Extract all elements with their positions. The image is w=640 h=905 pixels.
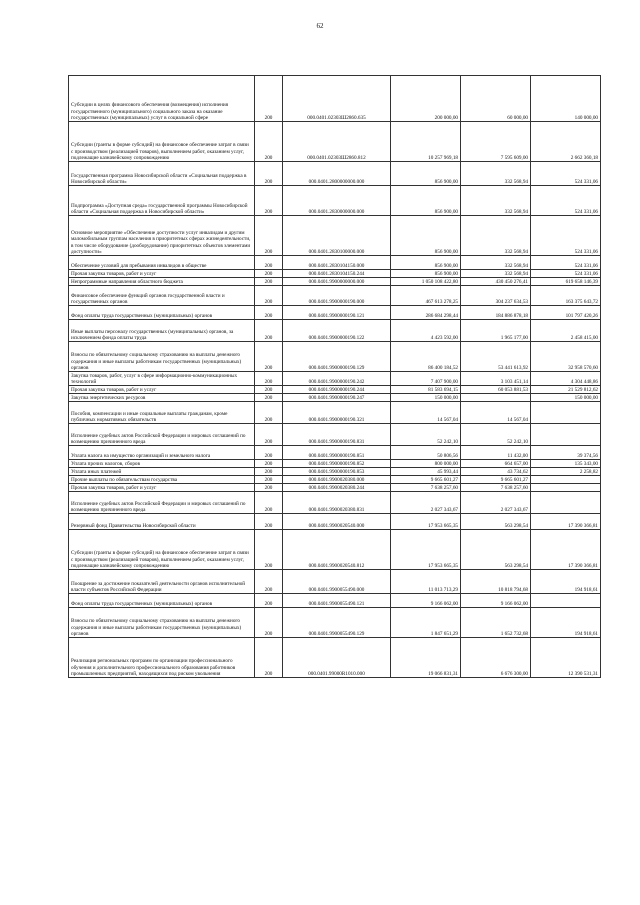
row-name-cell: Иные выплаты персоналу государственных (муниципальных) органов, за исключением фонда оплаты труда	[69, 320, 255, 342]
row-remaining-cell: 163 375 643,72	[531, 286, 601, 306]
row-name-cell: Субсидии (гранты в форме субсидий) на финансовое обеспечение затрат в связи с производством (реализацией товаров), выполнением работ, оказанием услуг, подлежащие казначейскому сопровождению	[69, 122, 255, 162]
row-executed-cell: 304 237 634,53	[461, 286, 531, 306]
row-kbk-cell: 000.0401.9900020380.000	[283, 476, 391, 484]
row-approved-cell: 86 400 184,52	[391, 342, 461, 372]
row-approved-cell: 1 847 651,29	[391, 608, 461, 638]
row-executed-cell: 1 965 177,00	[461, 320, 531, 342]
row-name-cell: Взносы по обязательному социальному страхованию на выплаты денежного содержания и иные выплаты работникам государственных (муниципальных) органов	[69, 608, 255, 638]
budget-table-body	[69, 76, 601, 678]
row-approved-cell: 52 242,10	[391, 424, 461, 446]
row-executed-cell: 7 638 257,60	[461, 484, 531, 492]
row-name-cell: Поощрение за достижение показателей деятельности органов исполнительной власти субъектов Российской Федерации	[69, 570, 255, 594]
row-code-cell: 200	[255, 514, 283, 530]
row-approved-cell: 7 638 257,60	[391, 484, 461, 492]
row-code-cell: 200	[255, 402, 283, 424]
row-executed-cell: 184 886 878,18	[461, 306, 531, 320]
row-name-cell: Резервный фонд Правительства Новосибирской области	[69, 514, 255, 530]
table-row	[69, 468, 601, 476]
row-name-cell: Фонд оплаты труда государственных (муниципальных) органов	[69, 306, 255, 320]
row-kbk-cell: 000.0401.9900000190.129	[283, 342, 391, 372]
row-remaining-cell: 17 390 366,81	[531, 530, 601, 570]
row-kbk-cell: 000.0401.9900000000.000	[283, 278, 391, 286]
row-approved-cell: 1 050 108 422,80	[391, 278, 461, 286]
row-remaining-cell	[531, 594, 601, 608]
row-approved-cell: 856 900,00	[391, 186, 461, 216]
row-name-cell: Прочая закупка товаров, работ и услуг	[69, 270, 255, 278]
row-remaining-cell: 524 331,06	[531, 186, 601, 216]
budget-table	[68, 75, 601, 678]
row-executed-cell: 332 568,94	[461, 256, 531, 270]
row-kbk-cell: 000.0401.2830000000.000	[283, 186, 391, 216]
row-executed-cell: 53 441 613,92	[461, 342, 531, 372]
row-kbk-cell: 000.0401.9900000190.122	[283, 320, 391, 342]
row-name-cell: Пособия, компенсации и иные социальные выплаты гражданам, кроме публичных нормативных обязательств	[69, 402, 255, 424]
row-name-cell: Финансовое обеспечение функций органов государственной власти и государственных органов	[69, 286, 255, 306]
row-code-cell: 200	[255, 216, 283, 256]
row-remaining-cell: 101 797 420,26	[531, 306, 601, 320]
row-name-cell: Прочие выплаты по обязательствам государства	[69, 476, 255, 484]
row-executed-cell: 10 818 794,68	[461, 570, 531, 594]
row-name-cell: Фонд оплаты труда государственных (муниципальных) органов	[69, 594, 255, 608]
row-approved-cell: 856 900,00	[391, 216, 461, 256]
row-approved-cell: 800 000,00	[391, 460, 461, 468]
row-remaining-cell	[531, 484, 601, 492]
row-remaining-cell	[531, 402, 601, 424]
row-approved-cell: 45 993,44	[391, 468, 461, 476]
row-code-cell: 200	[255, 186, 283, 216]
row-name-cell: Подпрограмма «Доступная среда» государственной программы Новосибирской области «Социальная поддержка в Новосибирской области»	[69, 186, 255, 216]
row-remaining-cell	[531, 476, 601, 484]
table-row	[69, 394, 601, 402]
row-name-cell: Уплата прочих налогов, сборов	[69, 460, 255, 468]
table-row	[69, 278, 601, 286]
table-row	[69, 424, 601, 446]
row-name-cell: Закупка товаров, работ, услуг в сфере информационно-коммуникационных технологий	[69, 372, 255, 386]
row-name-cell: Исполнение судебных актов Российской Федерации и мировых соглашений по возмещению причиненного вреда	[69, 424, 255, 446]
row-executed-cell: 43 734,62	[461, 468, 531, 476]
row-executed-cell: 6 676 300,00	[461, 638, 531, 678]
row-kbk-cell: 000.0401.9900000190.851	[283, 446, 391, 460]
row-remaining-cell	[531, 492, 601, 514]
row-code-cell: 200	[255, 162, 283, 186]
table-row	[69, 372, 601, 386]
row-approved-cell: 150 000,00	[391, 394, 461, 402]
table-row	[69, 594, 601, 608]
table-row	[69, 122, 601, 162]
table-row	[69, 570, 601, 594]
row-approved-cell: 856 900,00	[391, 162, 461, 186]
row-code-cell: 200	[255, 270, 283, 278]
row-code-cell: 200	[255, 530, 283, 570]
table-row	[69, 270, 601, 278]
row-code-cell: 200	[255, 342, 283, 372]
row-executed-cell: 563 298,54	[461, 530, 531, 570]
row-executed-cell: 3 103 451,14	[461, 372, 531, 386]
row-executed-cell: 332 568,94	[461, 270, 531, 278]
row-approved-cell: 19 066 831,31	[391, 638, 461, 678]
row-remaining-cell: 4 304 448,86	[531, 372, 601, 386]
row-code-cell: 200	[255, 286, 283, 306]
row-code-cell: 200	[255, 372, 283, 386]
row-kbk-cell: 000.0401.9900000190.831	[283, 424, 391, 446]
row-kbk-cell: 000.0401.2830104150.000	[283, 256, 391, 270]
row-code-cell: 200	[255, 446, 283, 460]
row-kbk-cell: 000.0401.9900000190.247	[283, 394, 391, 402]
row-remaining-cell: 32 958 570,60	[531, 342, 601, 372]
row-kbk-cell: 000.0401.9900000190.852	[283, 460, 391, 468]
row-name-cell: Исполнение судебных актов Российской Федерации и мировых соглашений по возмещению причиненного вреда	[69, 492, 255, 514]
row-executed-cell: 332 568,94	[461, 162, 531, 186]
row-name-cell: Обеспечение условий для пребывания инвалидов в обществе	[69, 256, 255, 270]
row-code-cell: 200	[255, 468, 283, 476]
table-row	[69, 492, 601, 514]
row-remaining-cell: 619 658 146,39	[531, 278, 601, 286]
row-executed-cell: 52 242,10	[461, 424, 531, 446]
row-kbk-cell: 000.0401.02303Ш2860.812	[283, 122, 391, 162]
table-row	[69, 460, 601, 468]
table-row	[69, 402, 601, 424]
row-approved-cell: 2 027 343,67	[391, 492, 461, 514]
row-kbk-cell: 000.0401.2830104150.244	[283, 270, 391, 278]
row-approved-cell: 200 000,00	[391, 76, 461, 122]
row-code-cell: 200	[255, 570, 283, 594]
row-remaining-cell: 21 529 812,62	[531, 386, 601, 394]
row-code-cell: 200	[255, 394, 283, 402]
table-row	[69, 186, 601, 216]
row-approved-cell: 9 166 062,00	[391, 594, 461, 608]
table-row	[69, 608, 601, 638]
row-kbk-cell: 000.0401.02303Ш2860.635	[283, 76, 391, 122]
row-remaining-cell: 17 390 366,81	[531, 514, 601, 530]
page-number: 62	[316, 22, 324, 30]
row-kbk-cell: 000.0401.9900000190.121	[283, 306, 391, 320]
row-code-cell: 200	[255, 278, 283, 286]
row-name-cell: Основное мероприятие «Обеспечение доступности услуг инвалидам и другим маломобильным группам населения в приоритетных сферах жизнедеятельности, в том числе оборудование (дооборудование) приоритетных объектов элементами доступности»	[69, 216, 255, 256]
row-code-cell: 200	[255, 484, 283, 492]
table-row	[69, 342, 601, 372]
row-code-cell: 200	[255, 460, 283, 468]
row-remaining-cell: 150 000,00	[531, 394, 601, 402]
row-name-cell: Уплата иных платежей	[69, 468, 255, 476]
row-code-cell: 200	[255, 476, 283, 484]
row-code-cell: 200	[255, 306, 283, 320]
row-kbk-cell: 000.0401.99000R1010.000	[283, 638, 391, 678]
row-executed-cell: 9 665 601,27	[461, 476, 531, 484]
row-code-cell: 200	[255, 76, 283, 122]
table-row	[69, 306, 601, 320]
row-kbk-cell: 000.0401.9900055490.129	[283, 608, 391, 638]
row-remaining-cell: 12 390 531,31	[531, 638, 601, 678]
row-code-cell: 200	[255, 386, 283, 394]
row-executed-cell: 332 568,94	[461, 186, 531, 216]
row-executed-cell: 60 053 881,53	[461, 386, 531, 394]
table-row	[69, 216, 601, 256]
row-kbk-cell: 000.0401.9900000190.853	[283, 468, 391, 476]
table-row	[69, 162, 601, 186]
row-executed-cell: 60 000,00	[461, 76, 531, 122]
table-row	[69, 320, 601, 342]
row-executed-cell	[461, 394, 531, 402]
row-approved-cell: 17 953 665,35	[391, 530, 461, 570]
row-approved-cell: 81 583 694,15	[391, 386, 461, 394]
row-executed-cell: 7 595 609,00	[461, 122, 531, 162]
row-executed-cell: 430 450 276,41	[461, 278, 531, 286]
row-executed-cell: 1 652 732,68	[461, 608, 531, 638]
row-name-cell: Субсидии (гранты в форме субсидий) на финансовое обеспечение затрат в связи с производством (реализацией товаров), выполнением работ, оказанием услуг, подлежащие казначейскому сопровождению	[69, 530, 255, 570]
row-kbk-cell: 000.0401.9900020380.244	[283, 484, 391, 492]
row-approved-cell: 9 665 601,27	[391, 476, 461, 484]
row-remaining-cell: 39 374,56	[531, 446, 601, 460]
row-code-cell: 200	[255, 424, 283, 446]
row-executed-cell: 9 166 062,00	[461, 594, 531, 608]
row-remaining-cell: 2 458 415,00	[531, 320, 601, 342]
row-kbk-cell: 000.0401.9900020540.000	[283, 514, 391, 530]
table-row	[69, 386, 601, 394]
row-code-cell: 200	[255, 492, 283, 514]
table-row	[69, 484, 601, 492]
row-kbk-cell: 000.0401.9900020540.812	[283, 530, 391, 570]
row-remaining-cell: 524 331,06	[531, 216, 601, 256]
row-name-cell: Прочая закупка товаров, работ и услуг	[69, 386, 255, 394]
table-row	[69, 638, 601, 678]
row-kbk-cell: 000.0401.9900000190.244	[283, 386, 391, 394]
row-name-cell: Непрограммные направления областного бюджета	[69, 278, 255, 286]
row-code-cell: 200	[255, 638, 283, 678]
row-approved-cell: 14 567,04	[391, 402, 461, 424]
table-row	[69, 530, 601, 570]
row-remaining-cell: 2 662 360,18	[531, 122, 601, 162]
row-approved-cell: 4 423 592,00	[391, 320, 461, 342]
row-approved-cell: 286 684 298,44	[391, 306, 461, 320]
row-code-cell: 200	[255, 122, 283, 162]
table-row	[69, 514, 601, 530]
row-executed-cell: 14 567,04	[461, 402, 531, 424]
row-remaining-cell: 135 343,00	[531, 460, 601, 468]
table-row	[69, 256, 601, 270]
row-code-cell: 200	[255, 320, 283, 342]
row-approved-cell: 17 953 665,35	[391, 514, 461, 530]
row-executed-cell: 563 298,54	[461, 514, 531, 530]
table-row	[69, 446, 601, 460]
row-code-cell: 200	[255, 608, 283, 638]
row-remaining-cell: 194 918,61	[531, 570, 601, 594]
row-remaining-cell: 524 331,06	[531, 256, 601, 270]
row-kbk-cell: 000.0401.9900000190.000	[283, 286, 391, 306]
row-approved-cell: 856 900,00	[391, 270, 461, 278]
row-executed-cell: 664 657,00	[461, 460, 531, 468]
row-approved-cell: 856 900,00	[391, 256, 461, 270]
row-name-cell: Субсидии в целях финансового обеспечения (возмещения) исполнения государственного (муниципального) социального заказа на оказание государственных (муниципальных) услуг в социальной сфере	[69, 76, 255, 122]
row-code-cell: 200	[255, 594, 283, 608]
row-remaining-cell: 194 918,61	[531, 608, 601, 638]
row-kbk-cell: 000.0401.9900000190.321	[283, 402, 391, 424]
row-remaining-cell	[531, 424, 601, 446]
row-code-cell: 200	[255, 256, 283, 270]
row-executed-cell: 11 432,00	[461, 446, 531, 460]
row-executed-cell: 2 027 343,67	[461, 492, 531, 514]
row-remaining-cell: 140 000,00	[531, 76, 601, 122]
table-row	[69, 286, 601, 306]
row-kbk-cell: 000.0401.9900055490.000	[283, 570, 391, 594]
row-remaining-cell: 524 331,06	[531, 162, 601, 186]
row-kbk-cell: 000.0401.2800000000.000	[283, 162, 391, 186]
row-approved-cell: 50 806,56	[391, 446, 461, 460]
row-approved-cell: 11 013 713,29	[391, 570, 461, 594]
row-name-cell: Государственная программа Новосибирской области «Социальная поддержка в Новосибирской области»	[69, 162, 255, 186]
row-name-cell: Закупка энергетических ресурсов	[69, 394, 255, 402]
row-name-cell: Прочая закупка товаров, работ и услуг	[69, 484, 255, 492]
row-name-cell: Реализация региональных программ по организации профессионального обучения и дополнительного профессионального образования работников промышленных предприятий, находящихся под риском увольнения	[69, 638, 255, 678]
row-approved-cell: 7 407 900,00	[391, 372, 461, 386]
row-kbk-cell: 000.0401.9900055490.121	[283, 594, 391, 608]
row-remaining-cell: 2 258,82	[531, 468, 601, 476]
row-remaining-cell: 524 331,06	[531, 270, 601, 278]
table-row	[69, 76, 601, 122]
row-name-cell: Взносы по обязательному социальному страхованию на выплаты денежного содержания и иные выплаты работникам государственных (муниципальных) органов	[69, 342, 255, 372]
table-row	[69, 476, 601, 484]
row-approved-cell: 467 613 278,25	[391, 286, 461, 306]
row-approved-cell: 10 257 969,18	[391, 122, 461, 162]
row-name-cell: Уплата налога на имущество организаций и земельного налога	[69, 446, 255, 460]
row-executed-cell: 332 568,94	[461, 216, 531, 256]
row-kbk-cell: 000.0401.9900000190.242	[283, 372, 391, 386]
row-kbk-cell: 000.0401.9900020380.831	[283, 492, 391, 514]
row-kbk-cell: 000.0401.2830100000.000	[283, 216, 391, 256]
